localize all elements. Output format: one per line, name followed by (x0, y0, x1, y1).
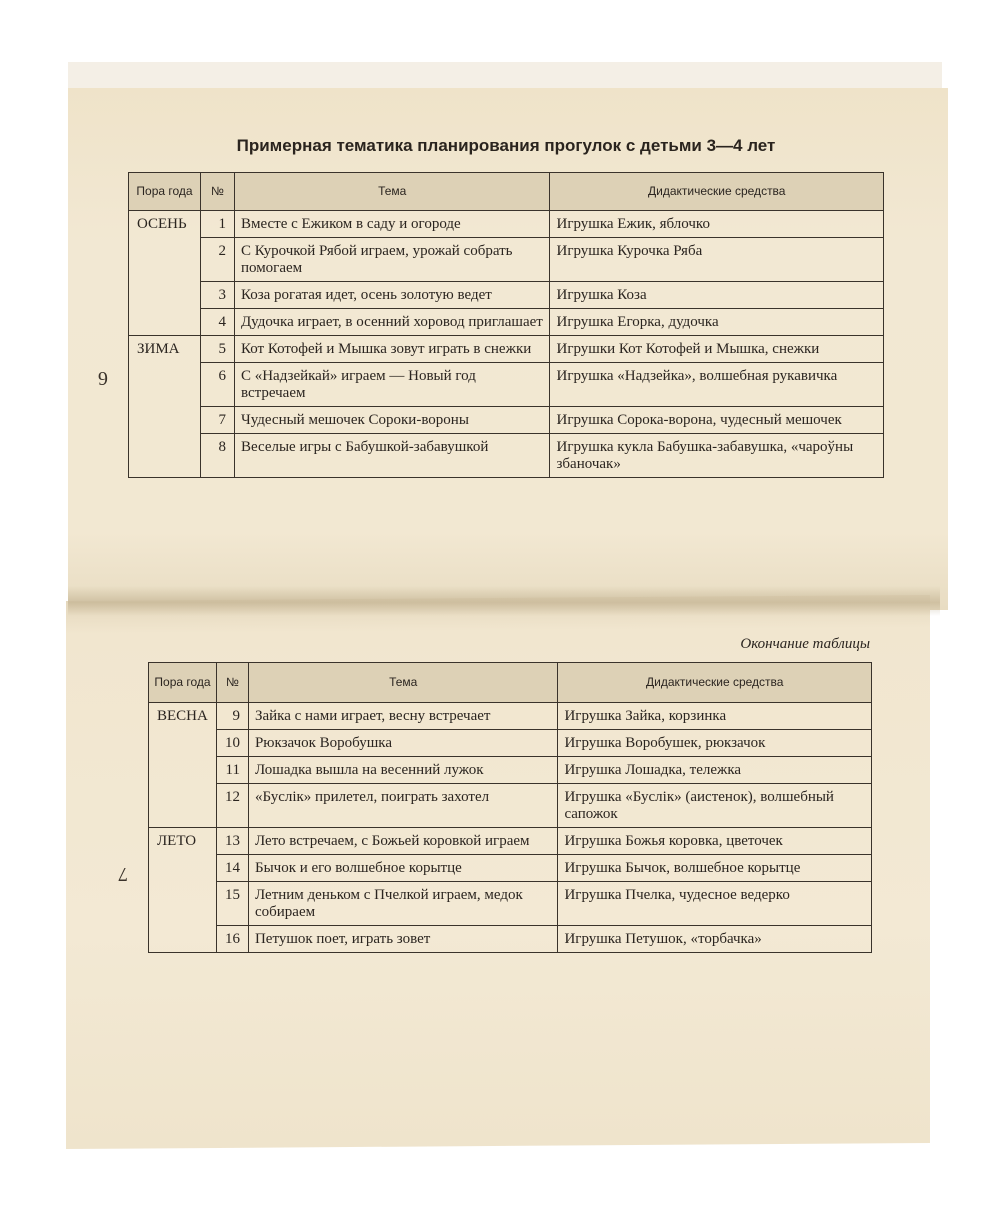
table-row (129, 336, 884, 363)
number-cell: 10 (216, 730, 248, 757)
column-header-topic: Тема (248, 663, 558, 703)
topic-cell: Рюкзачок Воробушка (248, 730, 558, 757)
season-cell (149, 926, 217, 953)
season-cell (149, 730, 217, 757)
season-cell (129, 434, 201, 478)
topic-cell: Лошадка вышла на весенний лужок (248, 757, 558, 784)
season-cell: ЗИМА (129, 336, 201, 363)
means-cell: Игрушка Божья коровка, цветочек (558, 828, 872, 855)
season-cell (129, 309, 201, 336)
topic-cell: Зайка с нами играет, весну встречает (248, 703, 558, 730)
table-row (129, 282, 884, 309)
number-cell: 7 (200, 407, 234, 434)
means-cell: Игрушка «Надзейка», волшебная рукавичка (550, 363, 884, 407)
table-row (149, 926, 872, 953)
means-cell: Игрушка Ежик, яблочко (550, 211, 884, 238)
column-header-season: Пора года (149, 663, 217, 703)
topic-cell: Кот Котофей и Мышка зовут играть в снежки (234, 336, 550, 363)
column-header-means: Дидактические средства (558, 663, 872, 703)
page-number-top: 6 (98, 367, 108, 389)
season-cell (149, 855, 217, 882)
season-cell (129, 407, 201, 434)
season-cell (129, 282, 201, 309)
table-row (149, 828, 872, 855)
table-row (129, 309, 884, 336)
means-cell: Игрушка «Буслік» (аистенок), волшебный сапожок (558, 784, 872, 828)
season-cell (149, 757, 217, 784)
means-cell: Игрушка Пчелка, чудесное ведерко (558, 882, 872, 926)
means-cell: Игрушка Лошадка, тележка (558, 757, 872, 784)
page-title: Примерная тематика планирования прогулок с детьми 3—4 лет (236, 136, 776, 155)
table-row (149, 855, 872, 882)
plan-table-autumn-winter (128, 172, 884, 478)
number-cell: 13 (216, 828, 248, 855)
column-header-means: Дидактические средства (550, 173, 884, 211)
topic-cell: Коза рогатая идет, осень золотую ведет (234, 282, 550, 309)
season-cell: ОСЕНЬ (129, 211, 201, 238)
number-cell: 2 (200, 238, 234, 282)
number-cell: 3 (200, 282, 234, 309)
number-cell: 4 (200, 309, 234, 336)
topic-cell: Летним деньком с Пчелкой играем, медок собираем (248, 882, 558, 926)
number-cell: 8 (200, 434, 234, 478)
table-row (129, 363, 884, 407)
number-cell: 12 (216, 784, 248, 828)
number-cell: 1 (200, 211, 234, 238)
table-row (149, 757, 872, 784)
means-cell: Игрушка Воробушек, рюкзачок (558, 730, 872, 757)
column-header-season: Пора года (129, 173, 201, 211)
page-number-bottom: 7 (118, 863, 128, 885)
continuation-caption: Окончание таблицы (740, 636, 870, 652)
number-cell: 11 (216, 757, 248, 784)
topic-cell: Дудочка играет, в осенний хоровод приглашает (234, 309, 550, 336)
table-row (149, 882, 872, 926)
means-cell: Игрушка Сорока-ворона, чудесный мешочек (550, 407, 884, 434)
means-cell: Игрушка Петушок, «торбачка» (558, 926, 872, 953)
number-cell: 6 (200, 363, 234, 407)
number-cell: 5 (200, 336, 234, 363)
means-cell: Игрушка Бычок, волшебное корытце (558, 855, 872, 882)
means-cell: Игрушка Коза (550, 282, 884, 309)
book-spine (68, 586, 940, 616)
means-cell: Игрушка Егорка, дудочка (550, 309, 884, 336)
means-cell: Игрушки Кот Котофей и Мышка, снежки (550, 336, 884, 363)
table-row (129, 211, 884, 238)
topic-cell: Петушок поет, играть зовет (248, 926, 558, 953)
means-cell: Игрушка Зайка, корзинка (558, 703, 872, 730)
topic-cell: С «Надзейкай» играем — Новый год встречаем (234, 363, 550, 407)
number-cell: 9 (216, 703, 248, 730)
table-row (149, 784, 872, 828)
plan-table-spring-summer (148, 662, 872, 953)
table-row (129, 407, 884, 434)
number-cell: 15 (216, 882, 248, 926)
topic-cell: Бычок и его волшебное корытце (248, 855, 558, 882)
column-header-number: № (216, 663, 248, 703)
table-row (129, 238, 884, 282)
topic-cell: Чудесный мешочек Сороки-вороны (234, 407, 550, 434)
column-header-topic: Тема (234, 173, 550, 211)
season-cell: ВЕСНА (149, 703, 217, 730)
means-cell: Игрушка Курочка Ряба (550, 238, 884, 282)
number-cell: 14 (216, 855, 248, 882)
table-row (149, 703, 872, 730)
topic-cell: С Курочкой Рябой играем, урожай собрать помогаем (234, 238, 550, 282)
topic-cell: Лето встречаем, с Божьей коровкой играем (248, 828, 558, 855)
table-row (129, 434, 884, 478)
topic-cell: Вместе с Ежиком в саду и огороде (234, 211, 550, 238)
table-row (149, 730, 872, 757)
season-cell (149, 882, 217, 926)
number-cell: 16 (216, 926, 248, 953)
topic-cell: Веселые игры с Бабушкой-забавушкой (234, 434, 550, 478)
season-cell: ЛЕТО (149, 828, 217, 855)
season-cell (129, 363, 201, 407)
column-header-number: № (200, 173, 234, 211)
means-cell: Игрушка кукла Бабушка-забавушка, «чароўны збаночак» (550, 434, 884, 478)
topic-cell: «Буслік» прилетел, поиграть захотел (248, 784, 558, 828)
season-cell (149, 784, 217, 828)
season-cell (129, 238, 201, 282)
